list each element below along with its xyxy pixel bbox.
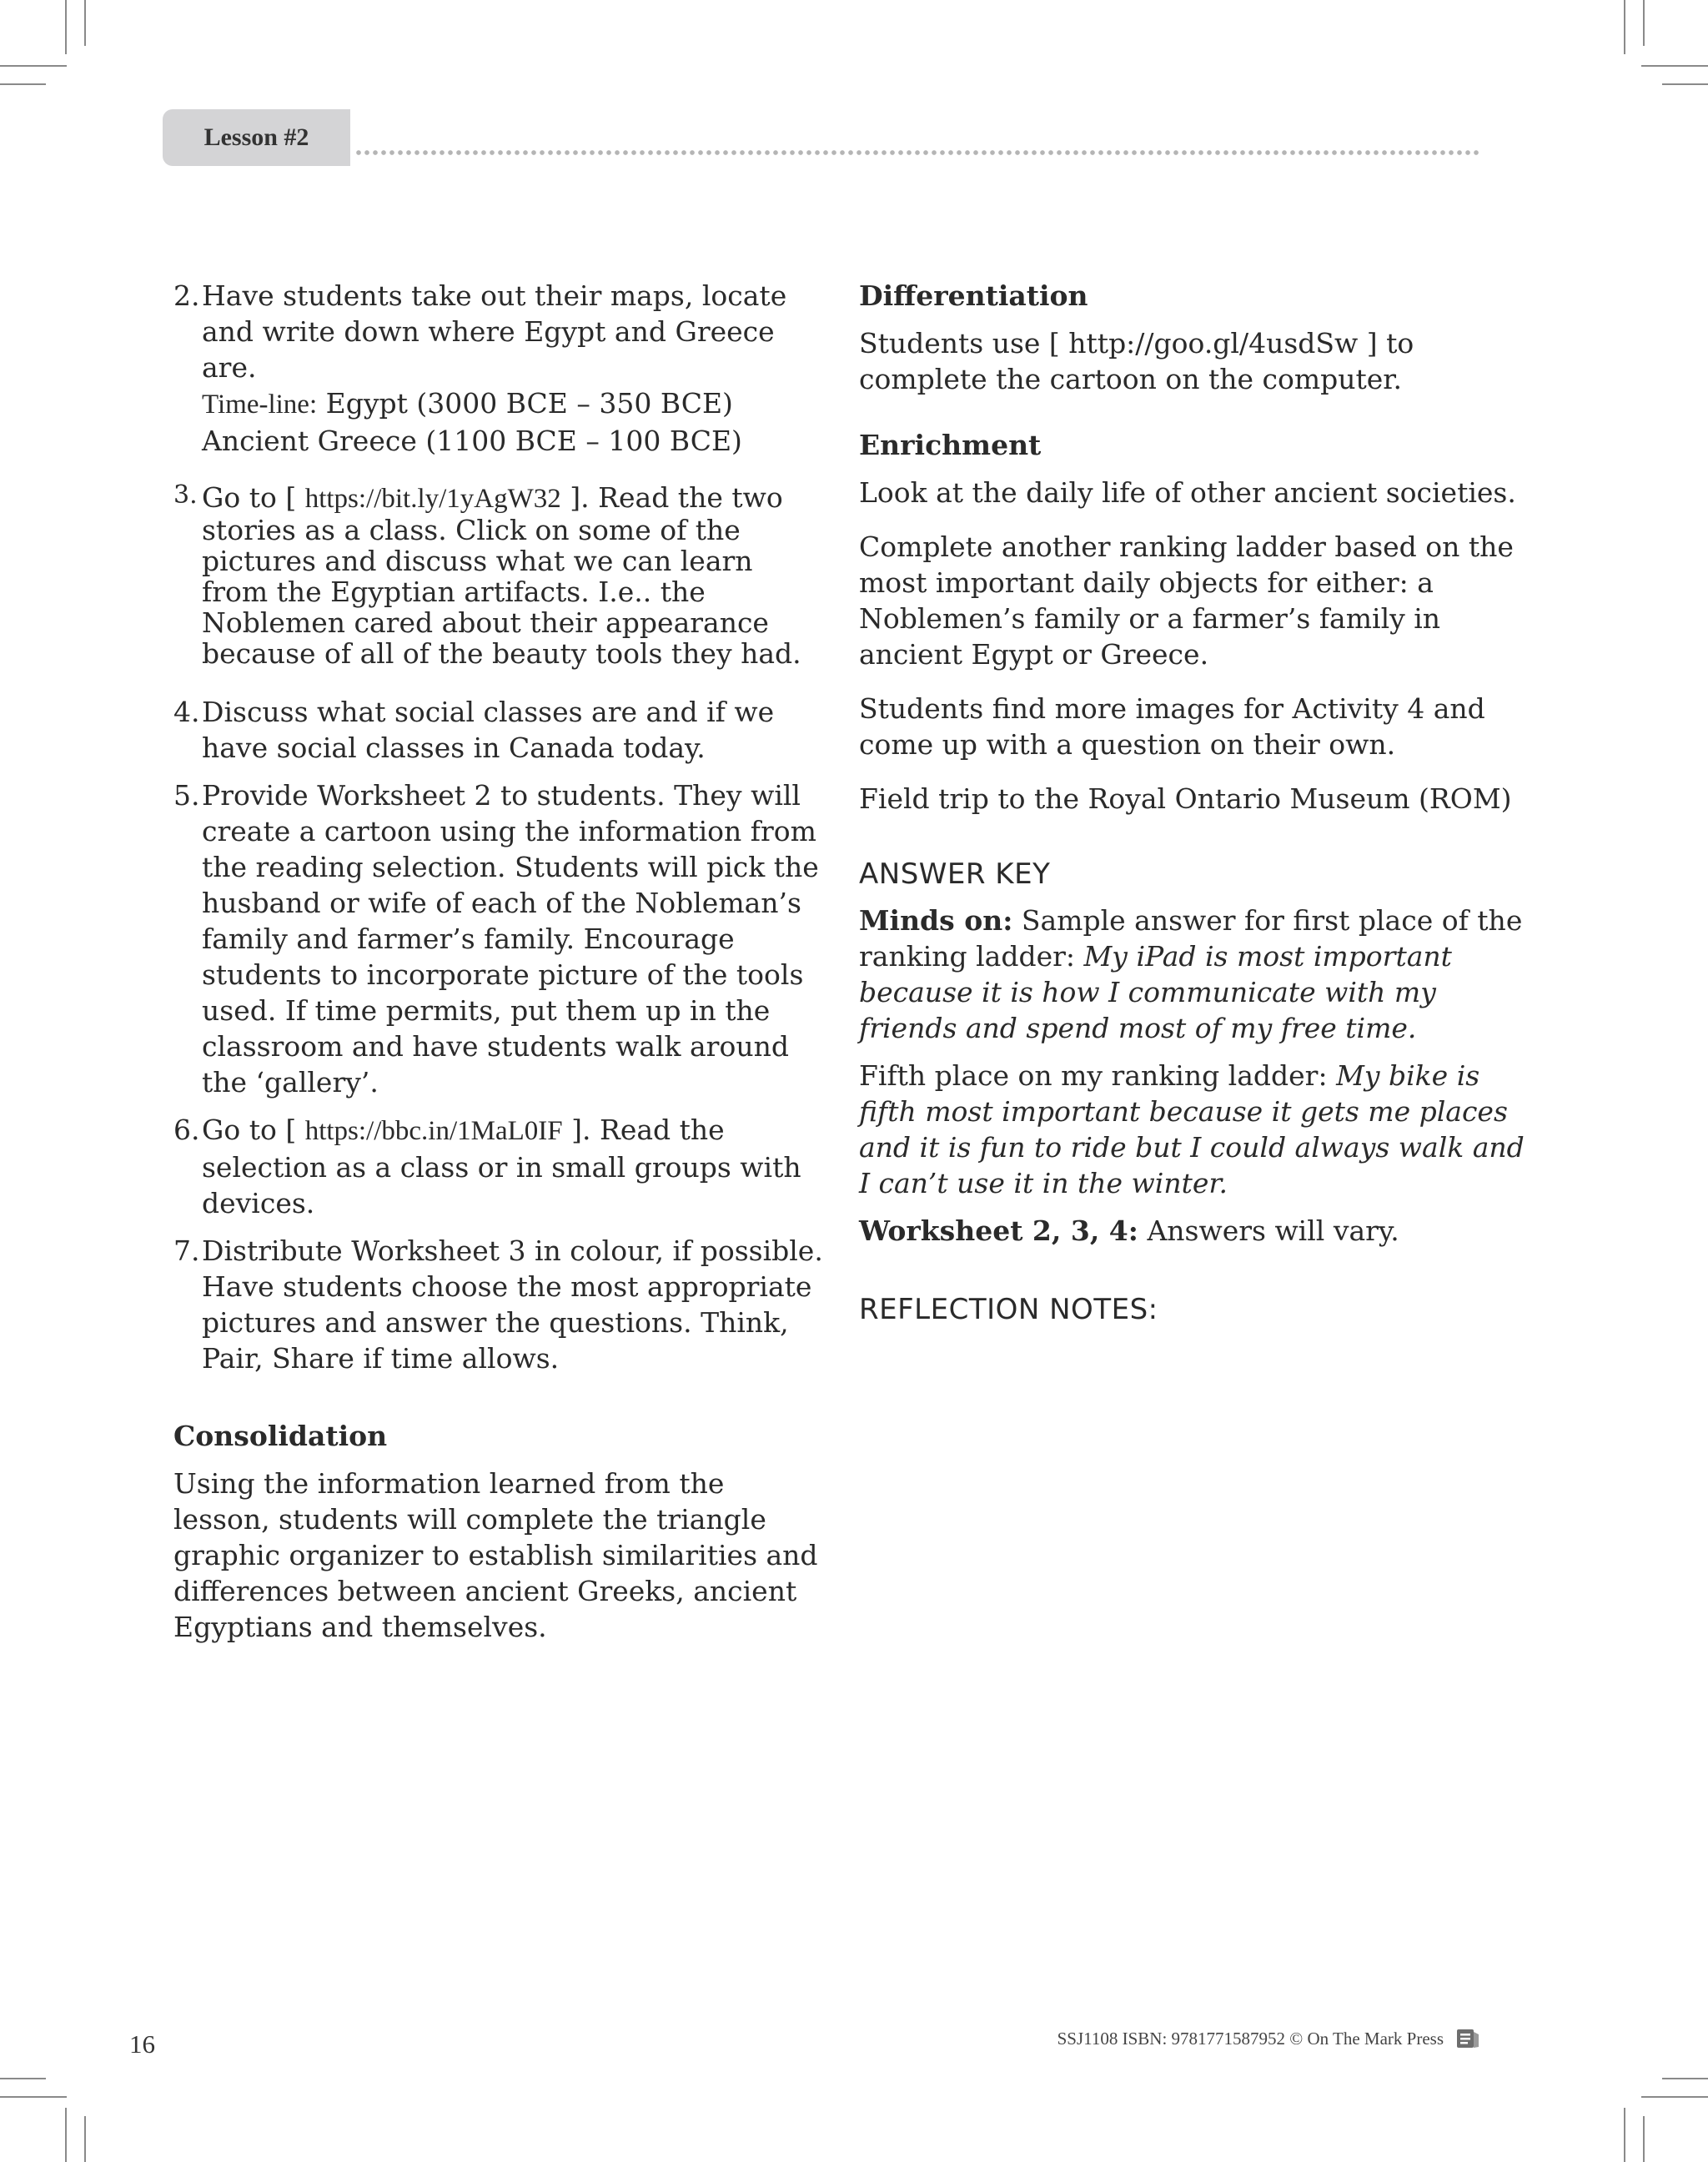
fifth-place-answer: Fifth place on my ranking ladder: My bike is fifth most important because it gets me places and it is fun to ride but I could always walk and I can’t use it in the winter. — [859, 1059, 1525, 1199]
step-number: 5. — [173, 779, 200, 812]
answer-key-section — [859, 857, 1526, 1249]
crop-mark — [0, 83, 46, 85]
crop-mark — [0, 65, 67, 67]
crop-mark — [1662, 83, 1708, 85]
enrichment-heading: Enrichment — [859, 429, 1042, 461]
step-4-text: Discuss what social classes are and if we have social classes in Canada today. — [202, 696, 775, 764]
step-4 — [173, 694, 824, 766]
crop-mark — [1624, 0, 1625, 54]
differentiation-section — [859, 278, 1526, 397]
crop-mark — [84, 2116, 86, 2162]
enrichment-p1: Look at the daily life of other ancient societies. — [859, 476, 1516, 509]
step-6-text: Go to [ https://bbc.in/1MaL0IF ]. Read the selection as a class or in small groups with devices. — [202, 1114, 801, 1219]
page-number: 16 — [129, 2029, 155, 2059]
crop-mark — [1643, 2116, 1645, 2162]
consolidation-heading: Consolidation — [173, 1420, 388, 1452]
enrichment-p3: Students find more images for Activity 4 and come up with a question on their own. — [859, 692, 1485, 761]
enrichment-p2: Complete another ranking ladder based on the most important daily objects for either: a Noblemen’s family or a farmer’s family in ancient Egypt or Greece. — [859, 530, 1514, 671]
crop-mark — [65, 2108, 67, 2162]
step-2-text: Have students take out their maps, locate and write down where Egypt and Greece are. — [202, 279, 787, 384]
step-6-link[interactable]: https://bbc.in/1MaL0IF — [304, 1116, 563, 1146]
enrichment-p4: Field trip to the Royal Ontario Museum (ROM) — [859, 782, 1512, 815]
step-7 — [173, 1233, 824, 1376]
step-3-link[interactable]: https://bit.ly/1yAgW32 — [304, 484, 561, 514]
step-7-text: Distribute Worksheet 3 in colour, if possible. Have students choose the most appropriate pictures and answer the questions. Think, Pair, Share if time allows. — [202, 1234, 823, 1375]
step-3 — [173, 482, 824, 669]
publisher-footer — [1057, 2027, 1479, 2050]
step-2 — [173, 278, 824, 459]
step-3-text: Go to [ https://bit.ly/1yAgW32 ]. Read the two stories as a class. Click on some of the pictures and discuss what we can learn from the Egyptian artifacts. I.e.. the Noblemen cared about their appearance because of all of the beauty tools they had. — [202, 481, 801, 670]
crop-mark — [1641, 2096, 1708, 2098]
enrichment-section — [859, 427, 1526, 817]
step-5 — [173, 777, 824, 1100]
crop-mark — [1641, 65, 1708, 67]
publisher-text: SSJ1108 ISBN: 9781771587952 © On The Mark Press — [1057, 2028, 1444, 2049]
reflection-heading: REFLECTION NOTES: — [859, 1293, 1158, 1326]
step-number: 2. — [173, 279, 200, 312]
answer-key-heading: ANSWER KEY — [859, 857, 1051, 891]
worksheet-answer: Worksheet 2, 3, 4: Answers will vary. — [859, 1214, 1399, 1247]
crop-mark — [65, 0, 67, 54]
crop-mark — [1624, 2108, 1625, 2162]
crop-mark — [84, 0, 86, 46]
book-icon — [1455, 2027, 1479, 2050]
lesson-tab — [163, 109, 350, 166]
crop-mark — [0, 2078, 46, 2079]
differentiation-heading: Differentiation — [859, 279, 1088, 312]
step-number: 4. — [173, 696, 200, 728]
dotted-rule — [354, 149, 1480, 156]
step-number: 3. — [173, 480, 198, 510]
crop-mark — [1662, 2078, 1708, 2079]
step-number: 6. — [173, 1114, 200, 1146]
step-2-greece: Ancient Greece (1100 BCE – 100 BCE) — [202, 425, 742, 457]
crop-mark — [1643, 0, 1645, 46]
consolidation-text: Using the information learned from the lesson, students will complete the triangle graphic organizer to establish similarities and differences between ancient Greeks, ancient Egyptians and themselves. — [173, 1467, 818, 1643]
minds-on-answer: Minds on: Sample answer for first place of the ranking ladder: My iPad is most important because it is how I communicate with my friends and spend most of my free time. — [859, 904, 1523, 1044]
step-2-timeline: Time-line: Egypt (3000 BCE – 350 BCE) — [202, 387, 733, 420]
lesson-label: Lesson #2 — [203, 123, 309, 151]
left-column — [173, 278, 824, 1663]
step-number: 7. — [173, 1234, 200, 1267]
right-column — [859, 278, 1526, 1338]
crop-mark — [0, 2096, 67, 2098]
differentiation-text: Students use [ http://goo.gl/4usdSw ] to complete the cartoon on the computer. — [859, 327, 1414, 395]
step-5-text: Provide Worksheet 2 to students. They will create a cartoon using the information from the reading selection. Students will pick the husband or wife of each of the Nobleman’s family and farmer’s family. Encourage students to incorporate picture of the tools used. If time permits, put them up in the classroom and have students walk around the ‘gallery’. — [202, 779, 819, 1099]
consolidation-section — [173, 1418, 824, 1645]
step-6 — [173, 1112, 824, 1221]
